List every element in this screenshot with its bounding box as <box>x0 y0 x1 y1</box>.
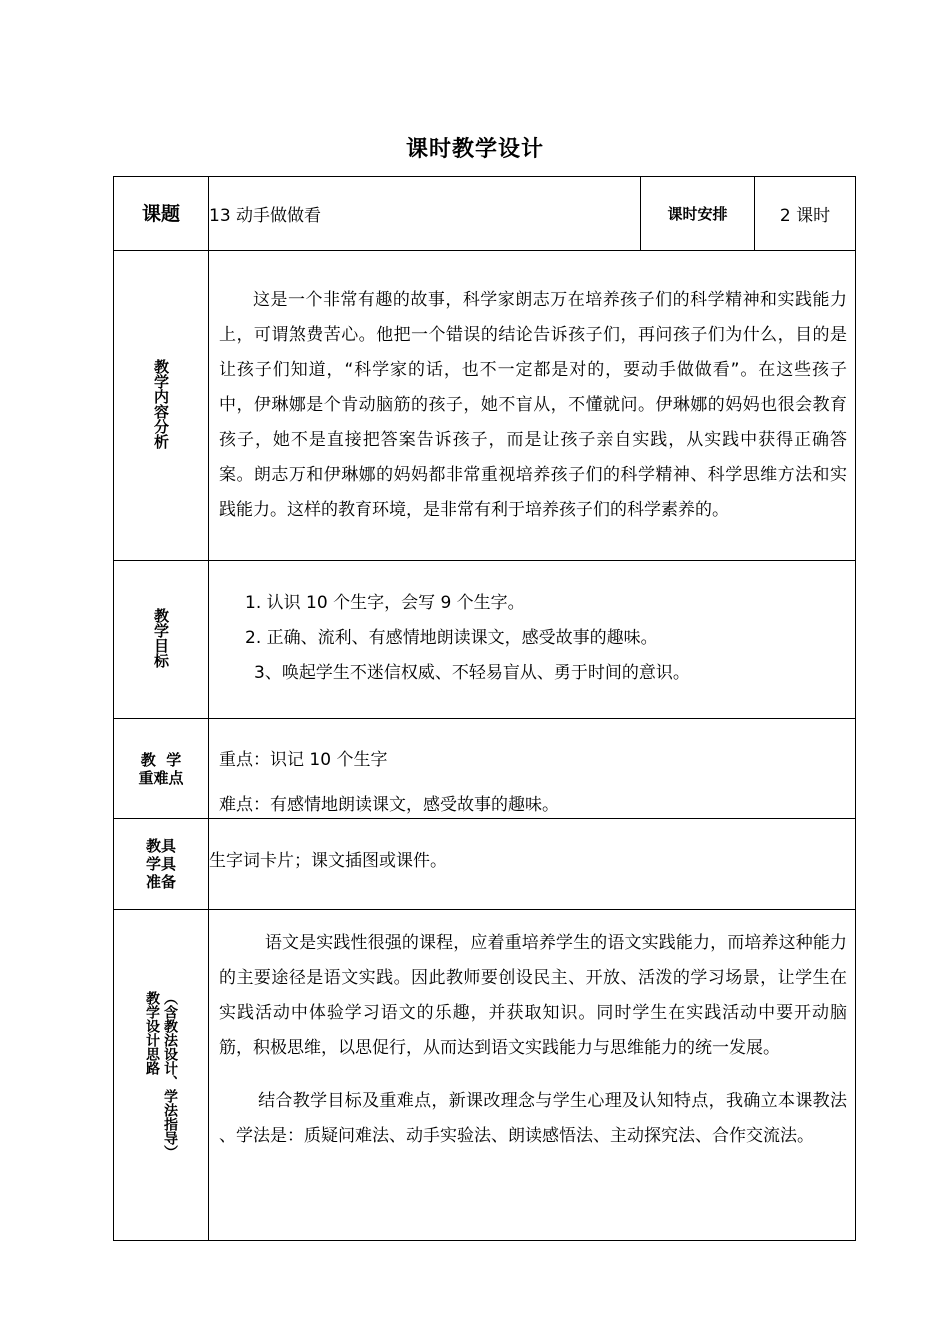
materials-label-line1: 教具 <box>145 837 176 855</box>
materials-label <box>114 819 209 910</box>
key-points-label-line1: 教 学 <box>140 750 182 769</box>
objective-item-3: 3、唤起学生不迷信权威、不轻易盲从、勇于时间的意识。 <box>254 663 690 683</box>
design-row <box>114 910 856 1241</box>
lesson-design-table <box>113 176 856 1241</box>
key-difficulty-text: 难点：有感情地朗读课文，感受故事的趣味。 <box>219 795 559 815</box>
schedule-label: 课时安排 <box>641 177 755 251</box>
materials-label-line2: 学具 <box>145 855 176 873</box>
materials-text: 生字词卡片；课文插图或课件。 <box>209 819 856 910</box>
content-analysis-row <box>114 251 856 561</box>
design-cell <box>209 910 856 1241</box>
content-analysis-cell <box>209 251 856 561</box>
content-analysis-label: 教学内容分析 <box>152 358 170 449</box>
schedule-value: 2 课时 <box>755 177 856 251</box>
topic-value: 13 动手做做看 <box>209 177 641 251</box>
objective-item-1: 1. 认识 10 个生字，会写 9 个生字。 <box>245 593 525 613</box>
key-points-row <box>114 719 856 819</box>
design-label <box>114 991 208 1159</box>
materials-label-line3: 准备 <box>145 873 176 891</box>
key-points-cell <box>209 719 856 819</box>
key-points-label-line2: 重难点 <box>138 768 184 787</box>
objectives-cell <box>209 561 856 719</box>
objectives-label: 教学目标 <box>152 607 170 668</box>
topic-label: 课题 <box>114 177 209 251</box>
design-label-cell <box>114 910 209 1241</box>
design-para-1: 语文是实践性很强的课程，应着重培养学生的语文实践能力，而培养这种能力的主要途径是语文实践。因此教师要创设民主、开放、活泼的学习场景，让学生在实践活动中体验学习语文的乐趣，并获取知识。同时学生在实践活动中要开动脑筋，积极思维，以思促行，从而达到语文实践能力与思维能力的统一发展。 <box>219 933 847 1058</box>
design-para-2: 结合教学目标及重难点，新课改理念与学生心理及认知特点，我确立本课教法 、学法是：质疑问难法、动手实验法、朗读感悟法、主动探究法、合作交流法。 <box>219 1091 847 1146</box>
document-title: 课时教学设计 <box>405 137 544 162</box>
objectives-row <box>114 561 856 719</box>
materials-row <box>114 819 856 910</box>
key-points-label <box>114 719 209 819</box>
topic-row <box>114 177 856 251</box>
content-analysis-label-cell <box>114 251 209 561</box>
design-label-sub: （含教法设计、学法指导） <box>162 991 178 1159</box>
key-focus-text: 重点：识记 10 个生字 <box>219 750 388 770</box>
objective-item-2: 2. 正确、流利、有感情地朗读课文，感受故事的趣味。 <box>245 628 658 648</box>
objectives-label-cell <box>114 561 209 719</box>
content-analysis-text: 这是一个非常有趣的故事，科学家朗志万在培养孩子们的科学精神和实践能力上，可谓煞费苦心。他把一个错误的结论告诉孩子们，再问孩子们为什么，目的是让孩子们知道，“科学家的话，也不一定都是对的，要动手做做看”。在这些孩子中，伊琳娜是个肯动脑筋的孩子，她不盲从，不懂就问。伊琳娜的妈妈也很会教育孩子，她不是直接把答案告诉孩子，而是让孩子亲自实践，从实践中获得正确答案。朗志万和伊琳娜的妈妈都非常重视培养孩子们的科学精神、科学思维方法和实践能力。这样的教育环境，是非常有利于培养孩子们的科学素养的。 <box>219 290 847 520</box>
design-label-main: 教学设计思路 <box>144 991 160 1075</box>
